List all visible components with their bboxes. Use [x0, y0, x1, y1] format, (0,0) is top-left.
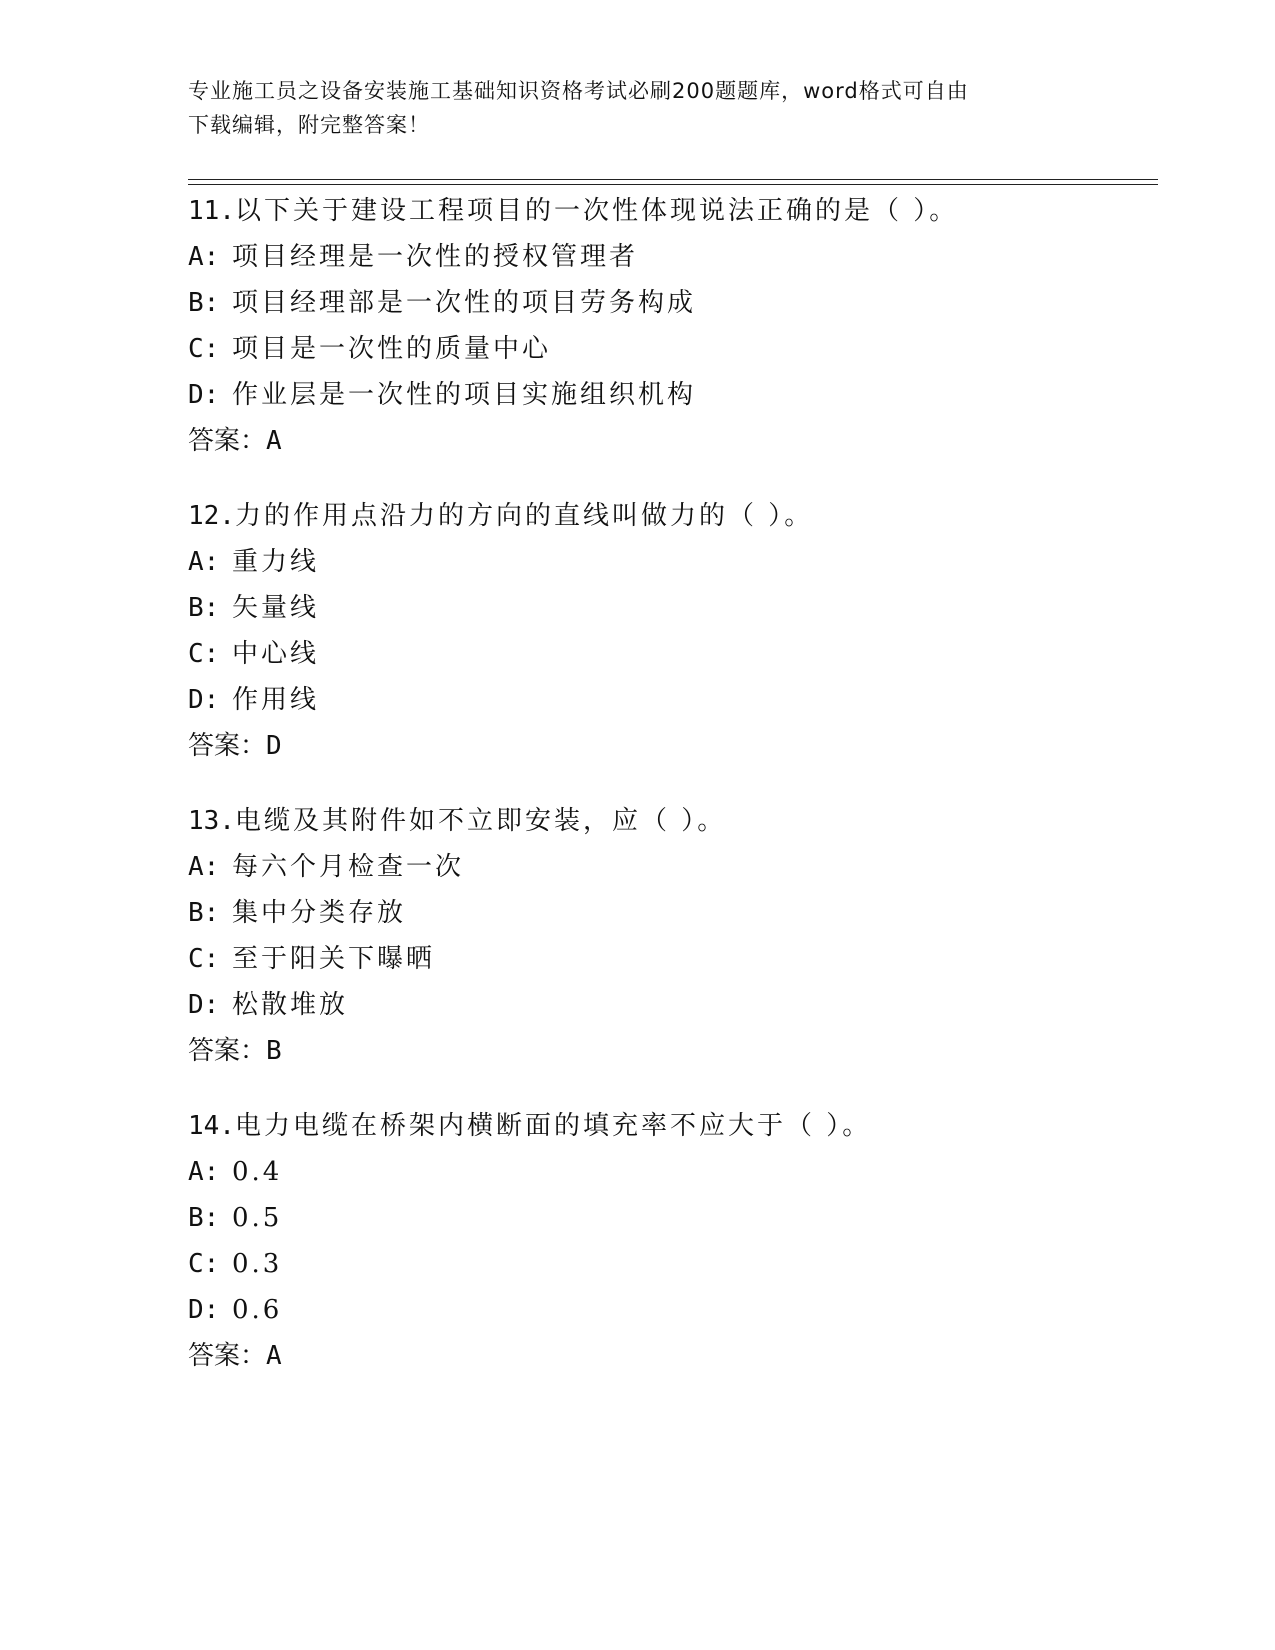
answer-value: A [266, 426, 282, 456]
option-d [188, 982, 1148, 1028]
option-text: 松散堆放 [232, 990, 349, 1020]
option-text: 至于阳关下曝晒 [232, 944, 436, 974]
header-line-2: 下载编辑，附完整答案！ [188, 113, 430, 137]
answer-line [188, 1028, 1148, 1074]
document-header [188, 74, 1068, 142]
option-letter: C: [188, 639, 220, 669]
option-a [188, 234, 1148, 280]
option-letter: A: [188, 852, 220, 882]
option-c [188, 631, 1148, 677]
answer-value: B [266, 1036, 282, 1066]
option-text: 项目经理部是一次性的项目劳务构成 [232, 288, 697, 318]
question-block-12 [188, 493, 1148, 769]
answer-line [188, 723, 1148, 769]
option-text: 0.5 [232, 1203, 283, 1233]
option-a [188, 539, 1148, 585]
question-number: 14. [188, 1111, 235, 1141]
question-stem [188, 493, 1148, 539]
question-stem [188, 1103, 1148, 1149]
header-line-1: 专业施工员之设备安装施工基础知识资格考试必刷200题题库，word格式可自由 [188, 79, 969, 103]
option-text: 0.4 [232, 1157, 283, 1187]
question-stem [188, 188, 1148, 234]
question-stem [188, 798, 1148, 844]
answer-label: 答案： [188, 731, 267, 761]
option-text: 矢量线 [232, 593, 320, 623]
answer-line [188, 418, 1148, 464]
option-letter: A: [188, 547, 220, 577]
option-letter: D: [188, 990, 220, 1020]
question-block-14 [188, 1103, 1148, 1379]
option-text: 集中分类存放 [232, 898, 407, 928]
option-letter: B: [188, 288, 220, 318]
option-c [188, 936, 1148, 982]
option-letter: D: [188, 685, 220, 715]
option-b [188, 280, 1148, 326]
option-letter: C: [188, 334, 220, 364]
option-text: 项目经理是一次性的授权管理者 [232, 242, 639, 272]
question-text: 力的作用点沿力的方向的直线叫做力的（ ）。 [234, 501, 814, 531]
question-number: 13. [188, 806, 235, 836]
question-text: 以下关于建设工程项目的一次性体现说法正确的是（ ）。 [234, 196, 959, 226]
option-a [188, 1149, 1148, 1195]
option-a [188, 844, 1148, 890]
option-c [188, 1241, 1148, 1287]
option-text: 项目是一次性的质量中心 [232, 334, 552, 364]
question-block-13 [188, 798, 1148, 1074]
question-number: 11. [188, 196, 235, 226]
option-text: 0.6 [232, 1295, 283, 1325]
option-letter: D: [188, 380, 220, 410]
answer-label: 答案： [188, 426, 267, 456]
header-divider-bottom [188, 184, 1158, 185]
answer-line [188, 1333, 1148, 1379]
option-b [188, 1195, 1148, 1241]
option-text: 每六个月检查一次 [232, 852, 465, 882]
option-letter: C: [188, 1249, 220, 1279]
option-text: 0.3 [232, 1249, 283, 1279]
option-letter: B: [188, 593, 220, 623]
option-d [188, 677, 1148, 723]
option-b [188, 890, 1148, 936]
option-d [188, 1287, 1148, 1333]
question-text: 电力电缆在桥架内横断面的填充率不应大于（ ）。 [234, 1111, 872, 1141]
option-text: 重力线 [232, 547, 320, 577]
option-d [188, 372, 1148, 418]
option-letter: B: [188, 898, 220, 928]
option-text: 中心线 [232, 639, 320, 669]
answer-label: 答案： [188, 1036, 267, 1066]
answer-value: D [266, 731, 282, 761]
option-letter: A: [188, 242, 220, 272]
option-text: 作用线 [232, 685, 320, 715]
answer-value: A [266, 1341, 282, 1371]
option-letter: D: [188, 1295, 220, 1325]
option-letter: B: [188, 1203, 220, 1233]
option-letter: C: [188, 944, 220, 974]
option-b [188, 585, 1148, 631]
option-text: 作业层是一次性的项目实施组织机构 [232, 380, 697, 410]
question-number: 12. [188, 501, 235, 531]
answer-label: 答案： [188, 1341, 267, 1371]
question-block-11 [188, 188, 1148, 464]
question-text: 电缆及其附件如不立即安装，应（ ）。 [234, 806, 727, 836]
option-letter: A: [188, 1157, 220, 1187]
header-divider-top [188, 179, 1158, 180]
option-c [188, 326, 1148, 372]
